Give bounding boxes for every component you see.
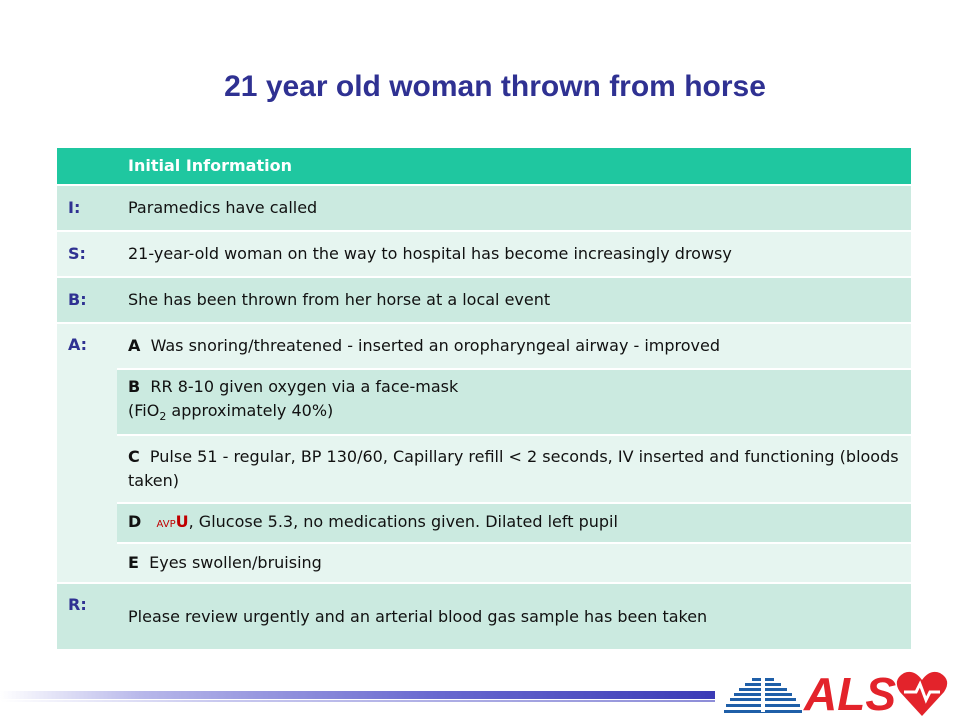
table-row-assessment-c [57,435,911,503]
assessment-a [117,323,911,369]
assessment-text: RR 8-10 given oxygen via a face-mask [150,376,459,396]
page-title: 21 year old woman thrown from horse [224,70,766,103]
header-empty-cell [57,148,117,185]
table-row-situation [57,231,911,277]
table-row-assessment-a [57,323,911,369]
fio2-post: approximately 40%) [166,400,334,420]
assessment-e [117,543,911,583]
fio2-sub: 2 [159,410,167,424]
assessment-text: Was snoring/threatened - inserted an oropharyngeal airway - improved [150,336,721,355]
assessment-d [117,503,911,543]
row-text: 21-year-old woman on the way to hospital has become increasingly drowsy [117,231,911,277]
row-code: S: [57,231,117,277]
logo-text: ALS [804,668,896,720]
row-code: B: [57,277,117,323]
assessment-c [117,435,911,503]
assessment-text: Eyes swollen/bruising [149,553,322,572]
table-header-row [57,148,911,185]
assessment-b [117,369,911,435]
avp-label: AVP [156,518,176,530]
table-row-recommendation [57,583,911,649]
avpu-u-label: U [175,511,189,531]
assessment-text: , Glucose 5.3, no medications given. Dilated left pupil [188,511,618,531]
table-row-assessment-e [57,543,911,583]
als-logo [724,664,960,720]
assessment-letter: A [128,336,141,355]
assessment-letter: D [128,511,142,531]
logo-emblem-icon [724,676,802,713]
table-row-assessment-b [57,369,911,435]
assessment-letter: B [128,376,141,396]
footer-divider [0,691,715,699]
row-code: A: [57,323,117,583]
row-text: Paramedics have called [117,185,911,231]
row-text: She has been thrown from her horse at a local event [117,277,911,323]
fio2-pre: (FiO [128,400,160,420]
table-row-background [57,277,911,323]
header-cell: Initial Information [117,148,911,185]
assessment-text: Pulse 51 - regular, BP 130/60, Capillary refill < 2 seconds, IV inserted and functioning (bloods taken) [128,447,899,490]
footer-divider-thin [0,700,715,702]
assessment-letter: C [128,447,140,466]
sbar-table [57,148,911,649]
table-row-identify [57,185,911,231]
row-code: I: [57,185,117,231]
heart-icon [897,672,947,716]
row-code: R: [57,583,117,649]
table-row-assessment-d [57,503,911,543]
row-text: Please review urgently and an arterial blood gas sample has been taken [117,583,911,649]
assessment-letter: E [128,553,139,572]
